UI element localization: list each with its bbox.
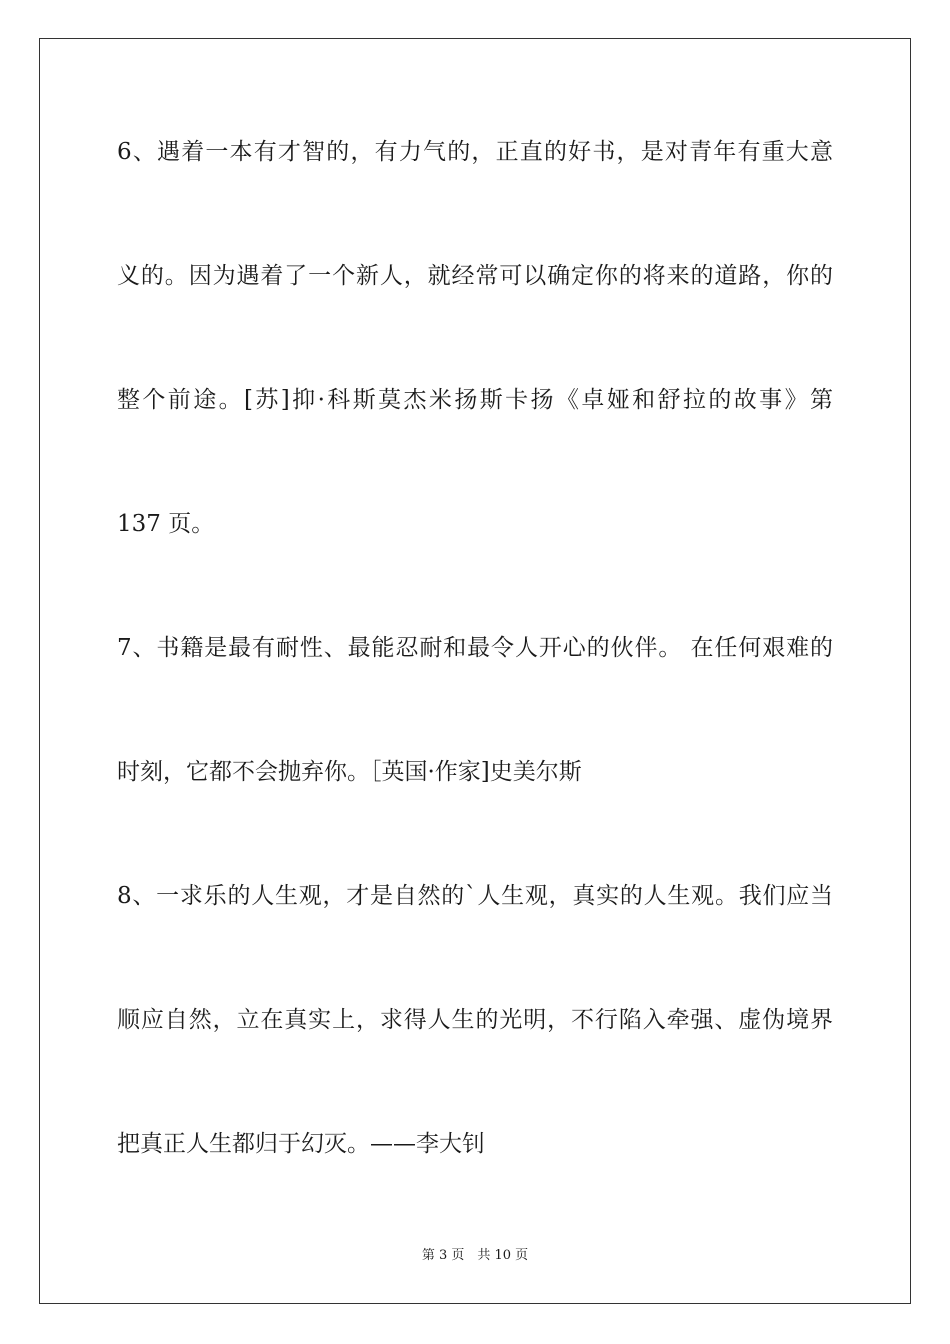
page-border	[39, 38, 911, 1304]
paragraph-line: 6、遇着一本有才智的，有力气的，正直的好书，是对青年有重大意	[117, 139, 833, 165]
paragraph-line: 时刻，它都不会抛弃你。［英国·作家]史美尔斯	[117, 759, 582, 785]
paragraph-line: 8、一求乐的人生观，才是自然的`人生观，真实的人生观。我们应当	[117, 883, 833, 909]
paragraph-line: 整个前途。[苏]抑·科斯莫杰米扬斯卡扬《卓娅和舒拉的故事》第	[117, 387, 833, 413]
paragraph-line: 顺应自然，立在真实上，求得人生的光明，不行陷入牵强、虚伪境界	[117, 1007, 833, 1033]
paragraph-line: 7、书籍是最有耐性、最能忍耐和最令人开心的伙伴。 在任何艰难的	[117, 635, 833, 661]
paragraph-line: 把真正人生都归于幻灭。——李大钊	[117, 1131, 485, 1157]
page-number: 第 3 页 共 10 页	[421, 1248, 529, 1263]
paragraph-line: 义的。因为遇着了一个新人，就经常可以确定你的将来的道路，你的	[117, 263, 833, 289]
paragraph-line: 137 页。	[117, 511, 215, 537]
